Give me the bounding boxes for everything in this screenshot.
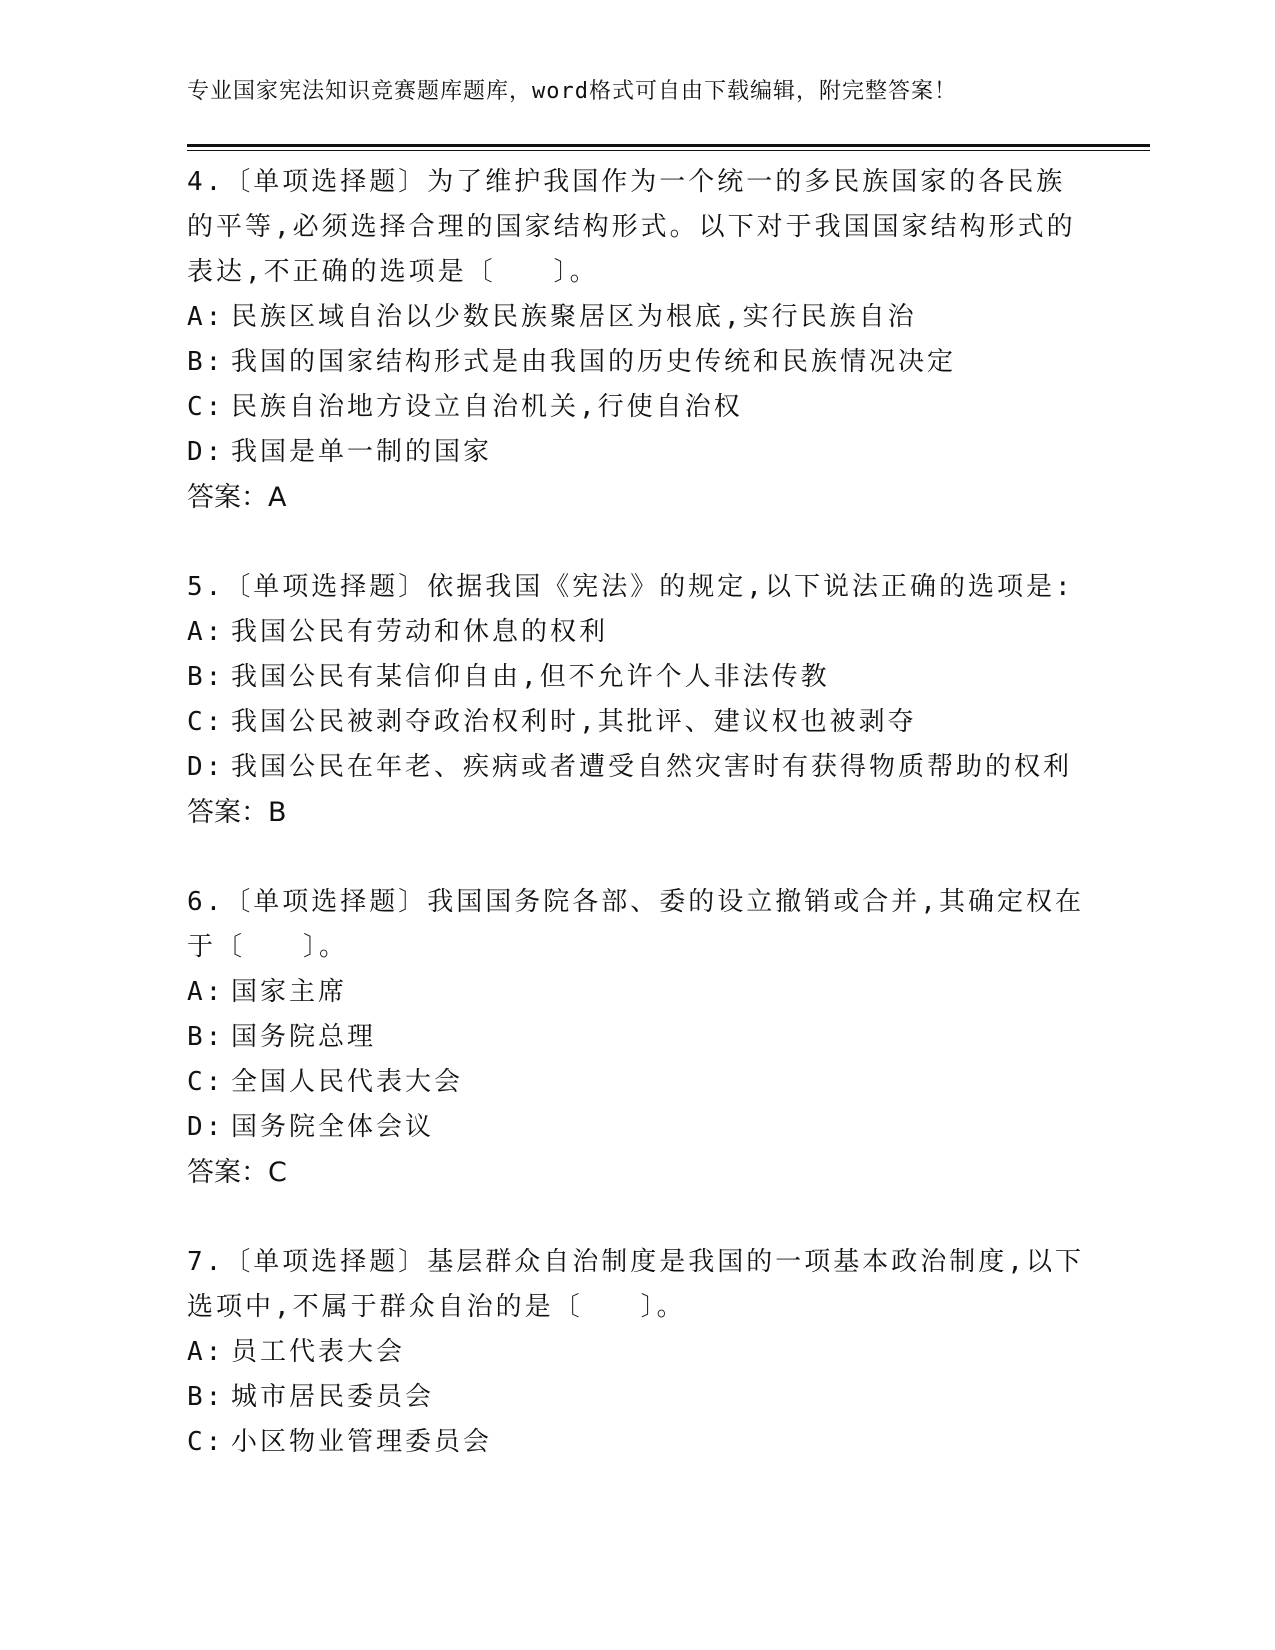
answer-line: 答案：A <box>187 482 287 513</box>
option-letter: C: <box>187 392 225 422</box>
option-text: 国家主席 <box>231 977 348 1007</box>
header-rule-thin <box>187 150 1150 151</box>
option-letter: A: <box>187 1337 225 1367</box>
option-letter: A: <box>187 302 225 332</box>
option-c <box>187 700 1087 745</box>
header-rule-thick <box>187 144 1150 147</box>
option-b <box>187 1015 1087 1060</box>
option-b <box>187 340 1087 385</box>
option-text: 民族区域自治以少数民族聚居区为根底,实行民族自治 <box>231 302 917 332</box>
option-letter: C: <box>187 1427 225 1457</box>
option-letter: B: <box>187 662 225 692</box>
option-a <box>187 610 1087 655</box>
option-letter: A: <box>187 977 225 1007</box>
option-letter: B: <box>187 347 225 377</box>
option-c <box>187 1060 1087 1105</box>
option-text: 我国公民被剥夺政治权利时,其批评、建议权也被剥夺 <box>231 707 917 737</box>
option-text: 国务院总理 <box>231 1022 377 1052</box>
question-stem: 5.〔单项选择题〕依据我国《宪法》的规定,以下说法正确的选项是: <box>187 572 1074 602</box>
option-c <box>187 385 1087 430</box>
option-letter: D: <box>187 752 225 782</box>
option-text: 国务院全体会议 <box>231 1112 435 1142</box>
option-letter: D: <box>187 437 225 467</box>
option-text: 城市居民委员会 <box>231 1382 435 1412</box>
option-letter: B: <box>187 1022 225 1052</box>
option-a <box>187 970 1087 1015</box>
option-text: 小区物业管理委员会 <box>231 1427 493 1457</box>
option-d <box>187 745 1087 790</box>
option-text: 全国人民代表大会 <box>231 1067 464 1097</box>
option-text: 民族自治地方设立自治机关,行使自治权 <box>231 392 743 422</box>
option-letter: C: <box>187 707 225 737</box>
option-letter: C: <box>187 1067 225 1097</box>
option-letter: B: <box>187 1382 225 1412</box>
option-letter: D: <box>187 1112 225 1142</box>
option-text: 我国的国家结构形式是由我国的历史传统和民族情况决定 <box>231 347 957 377</box>
option-b <box>187 1375 1087 1420</box>
question-stem: 4.〔单项选择题〕为了维护我国作为一个统一的多民族国家的各民族的平等,必须选择合理的国家结构形式。以下对于我国国家结构形式的表达,不正确的选项是〔 〕。 <box>187 167 1076 287</box>
option-text: 我国公民在年老、疾病或者遭受自然灾害时有获得物质帮助的权利 <box>231 752 1073 782</box>
option-b <box>187 655 1087 700</box>
question-list <box>187 160 1087 1510</box>
question-7 <box>187 1240 1087 1465</box>
answer-line: 答案：B <box>187 797 287 828</box>
option-text: 员工代表大会 <box>231 1337 406 1367</box>
question-4 <box>187 160 1087 520</box>
answer-line: 答案：C <box>187 1157 287 1188</box>
page-header: 专业国家宪法知识竞赛题库题库，word格式可自由下载编辑，附完整答案！ <box>187 79 957 104</box>
question-5 <box>187 565 1087 835</box>
option-c <box>187 1420 1087 1465</box>
question-stem: 6.〔单项选择题〕我国国务院各部、委的设立撤销或合并,其确定权在于〔 〕。 <box>187 887 1084 962</box>
option-a <box>187 295 1087 340</box>
option-a <box>187 1330 1087 1375</box>
option-text: 我国公民有某信仰自由,但不允许个人非法传教 <box>231 662 830 692</box>
question-6 <box>187 880 1087 1195</box>
option-letter: A: <box>187 617 225 647</box>
question-stem: 7.〔单项选择题〕基层群众自治制度是我国的一项基本政治制度,以下选项中,不属于群众自治的是〔 〕。 <box>187 1247 1084 1322</box>
option-text: 我国是单一制的国家 <box>231 437 493 467</box>
option-text: 我国公民有劳动和休息的权利 <box>231 617 609 647</box>
option-d <box>187 430 1087 475</box>
option-d <box>187 1105 1087 1150</box>
